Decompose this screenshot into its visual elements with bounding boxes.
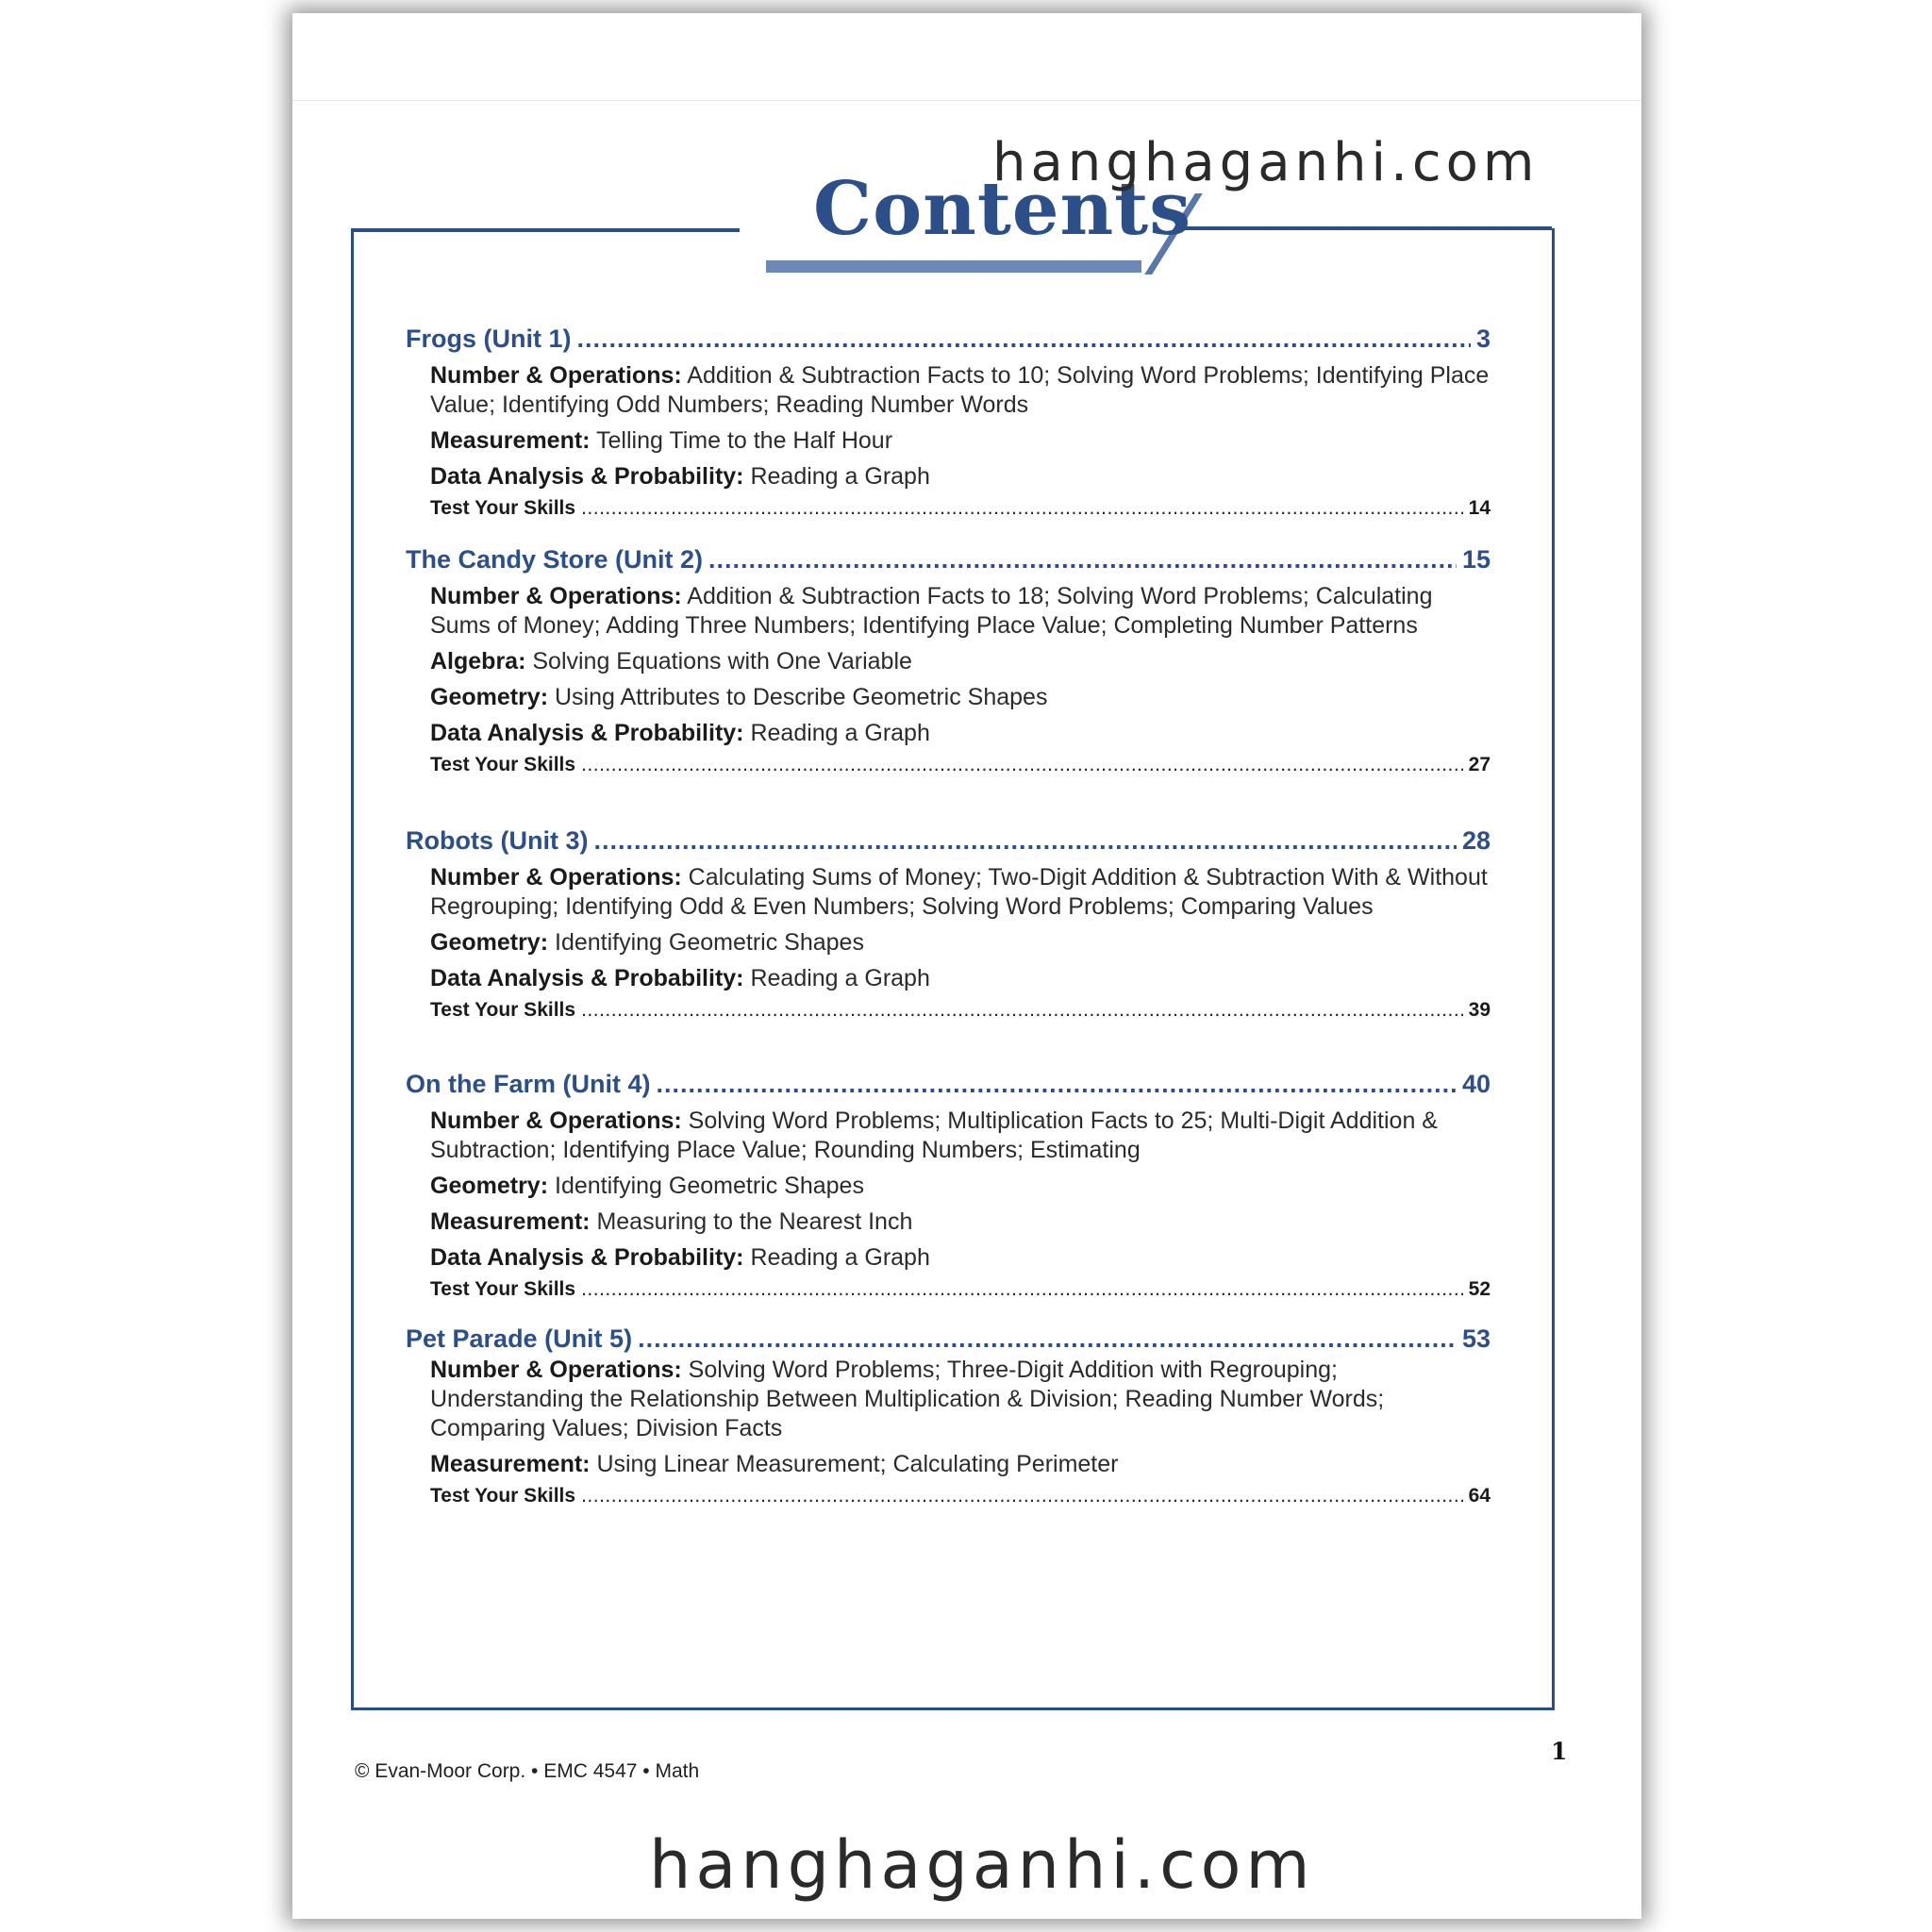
topic-line	[430, 361, 1491, 420]
dot-leader	[581, 999, 1463, 1022]
test-label: Test Your Skills	[430, 497, 576, 519]
topic-label: Number & Operations:	[430, 864, 682, 891]
test-your-skills-entry[interactable]	[430, 497, 1491, 520]
topic-text: Measuring to the Nearest Inch	[596, 1208, 913, 1235]
topic-line	[430, 1208, 1491, 1237]
dot-leader	[708, 545, 1457, 575]
unit-heading[interactable]	[406, 826, 1491, 856]
topic-text: Identifying Geometric Shapes	[555, 929, 864, 956]
page-title: Contents	[813, 166, 1192, 252]
topic-text: Calculating Sums of Money; Two-Digit Addition & Subtraction With & Without Regrouping; Identifying Odd & Even Numbers; Solving Word Problems; Comparing Values	[430, 864, 1488, 920]
unit-heading[interactable]	[406, 545, 1491, 575]
topic-label: Measurement:	[430, 1451, 591, 1477]
unit-heading[interactable]	[406, 325, 1491, 354]
watermark-top: hanghaganhi.com	[992, 132, 1540, 193]
topic-line	[430, 1243, 1491, 1273]
test-label: Test Your Skills	[430, 1485, 576, 1507]
test-page-number: 39	[1468, 999, 1491, 1021]
toc-unit-2	[406, 545, 1491, 776]
topic-text: Using Linear Measurement; Calculating Perimeter	[596, 1451, 1119, 1477]
topic-line	[430, 719, 1491, 748]
test-page-number: 64	[1468, 1485, 1491, 1507]
dot-leader	[581, 754, 1463, 776]
test-your-skills-entry[interactable]	[430, 754, 1491, 776]
unit-page-number: 40	[1461, 1070, 1491, 1098]
topic-label: Measurement:	[430, 1208, 591, 1235]
topic-line	[430, 928, 1491, 958]
unit-title: Robots (Unit 3)	[406, 826, 589, 855]
dot-leader	[581, 497, 1463, 520]
dot-leader	[581, 1278, 1463, 1301]
topic-text: Solving Word Problems; Multiplication Facts to 25; Multi-Digit Addition & Subtraction; Identifying Place Value; Rounding Numbers; Estimating	[430, 1108, 1438, 1163]
unit-title: Pet Parade (Unit 5)	[406, 1324, 633, 1353]
frame-top-left-rule	[351, 228, 740, 232]
toc-unit-5	[406, 1324, 1491, 1507]
test-your-skills-entry[interactable]	[430, 1485, 1491, 1507]
toc-unit-4	[406, 1070, 1491, 1301]
topic-label: Data Analysis & Probability:	[430, 965, 744, 991]
page-top-rule	[292, 100, 1641, 101]
topic-text: Solving Equations with One Variable	[532, 648, 912, 675]
topic-text: Addition & Subtraction Facts to 10; Solving Word Problems; Identifying Place Value; Identifying Odd Numbers; Reading Number Words	[430, 362, 1490, 418]
topic-label: Number & Operations:	[430, 1108, 682, 1134]
topic-label: Geometry:	[430, 1173, 549, 1199]
topic-line	[430, 1450, 1491, 1479]
topic-line	[430, 462, 1491, 491]
topic-text: Identifying Geometric Shapes	[555, 1173, 864, 1199]
topic-text: Reading a Graph	[750, 720, 930, 746]
topic-line	[430, 1356, 1491, 1443]
test-your-skills-entry[interactable]	[430, 1278, 1491, 1301]
unit-title: The Candy Store (Unit 2)	[406, 545, 704, 574]
test-page-number: 14	[1468, 497, 1491, 519]
topic-label: Number & Operations:	[430, 1357, 682, 1383]
topic-label: Algebra:	[430, 648, 526, 675]
page-number: 1	[1551, 1738, 1568, 1765]
topic-text: Reading a Graph	[750, 1244, 930, 1271]
topic-text: Reading a Graph	[750, 463, 930, 490]
watermark-bottom: hanghaganhi.com	[649, 1826, 1315, 1904]
unit-page-number: 28	[1461, 826, 1491, 855]
dot-leader	[593, 826, 1456, 856]
unit-page-number: 53	[1461, 1324, 1491, 1353]
unit-heading[interactable]	[406, 1070, 1491, 1099]
test-label: Test Your Skills	[430, 1278, 576, 1300]
topic-label: Geometry:	[430, 929, 549, 956]
dot-leader	[581, 1485, 1463, 1507]
topic-line	[430, 647, 1491, 676]
unit-page-number: 3	[1475, 325, 1491, 353]
topic-line	[430, 1172, 1491, 1201]
dot-leader	[577, 325, 1471, 354]
topic-line	[430, 683, 1491, 712]
topic-text: Using Attributes to Describe Geometric Shapes	[555, 684, 1048, 710]
unit-heading[interactable]	[406, 1324, 1491, 1354]
topic-label: Measurement:	[430, 427, 591, 454]
toc-unit-3	[406, 826, 1491, 1022]
unit-title: On the Farm (Unit 4)	[406, 1070, 651, 1098]
topic-line	[430, 863, 1491, 922]
title-underline-bar	[766, 260, 1141, 273]
dot-leader	[638, 1324, 1457, 1354]
topic-line	[430, 426, 1491, 456]
topic-line	[430, 964, 1491, 993]
test-your-skills-entry[interactable]	[430, 999, 1491, 1022]
unit-page-number: 15	[1461, 545, 1491, 574]
topic-label: Data Analysis & Probability:	[430, 720, 744, 746]
topic-text: Reading a Graph	[750, 965, 930, 991]
topic-label: Number & Operations:	[430, 362, 682, 389]
dot-leader	[657, 1070, 1457, 1099]
test-page-number: 27	[1468, 754, 1491, 775]
topic-label: Geometry:	[430, 684, 549, 710]
test-label: Test Your Skills	[430, 999, 576, 1021]
topic-label: Number & Operations:	[430, 583, 682, 609]
toc-unit-1	[406, 325, 1491, 520]
topic-line	[430, 582, 1491, 641]
topic-label: Data Analysis & Probability:	[430, 1244, 744, 1271]
topic-line	[430, 1107, 1491, 1165]
test-label: Test Your Skills	[430, 754, 576, 775]
footer-copyright: © Evan-Moor Corp. • EMC 4547 • Math	[355, 1760, 700, 1782]
topic-text: Solving Word Problems; Three-Digit Addition with Regrouping; Understanding the Relationship Between Multiplication & Division; Reading Number Words; Comparing Values; Division Facts	[430, 1357, 1385, 1441]
frame-top-right-rule	[1184, 226, 1552, 230]
topic-text: Telling Time to the Half Hour	[596, 427, 893, 454]
test-page-number: 52	[1468, 1278, 1491, 1300]
topic-text: Addition & Subtraction Facts to 18; Solving Word Problems; Calculating Sums of Money; Adding Three Numbers; Identifying Place Value; Completing Number Patterns	[430, 583, 1433, 639]
unit-title: Frogs (Unit 1)	[406, 325, 572, 353]
topic-label: Data Analysis & Probability:	[430, 463, 744, 490]
